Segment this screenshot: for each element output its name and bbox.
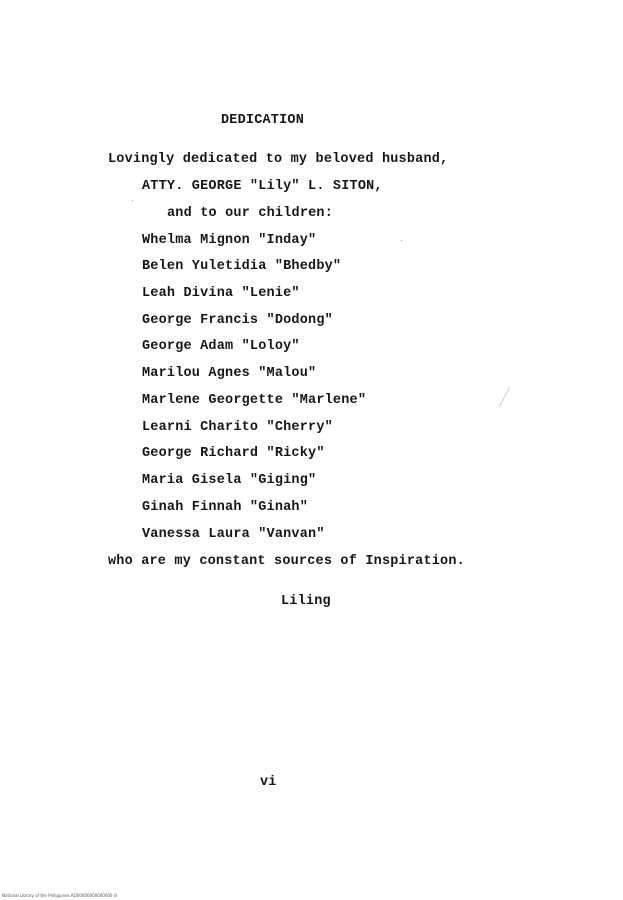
child-name: Belen Yuletidia "Bhedby" — [142, 259, 342, 274]
child-name: Maria Gisela "Giging" — [142, 473, 317, 488]
child-name: Ginah Finnah "Ginah" — [142, 500, 309, 515]
child-name: Vanessa Laura "Vanvan" — [142, 527, 325, 542]
child-name: George Adam "Loloy" — [142, 339, 300, 354]
scan-speck — [132, 200, 133, 201]
child-name: Whelma Mignon "Inday" — [142, 233, 317, 248]
footer-note: National Library of the Philippines RD00000000000000 lil — [2, 893, 118, 898]
children-intro: and to our children: — [167, 206, 334, 221]
child-name: Marilou Agnes "Malou" — [142, 366, 317, 381]
child-name: George Francis "Dodong" — [142, 313, 333, 328]
dedication-closing: who are my constant sources of Inspiration. — [108, 554, 465, 569]
husband-name: ATTY. GEORGE "Lily" L. SITON, — [142, 179, 383, 194]
scan-speck — [401, 240, 402, 241]
page-number: vi — [260, 775, 277, 790]
child-name: George Richard "Ricky" — [142, 446, 325, 461]
child-name: Leah Divina "Lenie" — [142, 286, 300, 301]
child-name: Learni Charito "Cherry" — [142, 420, 333, 435]
signature: Liling — [281, 594, 331, 609]
dedication-intro: Lovingly dedicated to my beloved husband, — [108, 152, 449, 167]
scan-mark — [499, 387, 510, 407]
page-title: DEDICATION — [221, 113, 305, 128]
child-name: Marlene Georgette "Marlene" — [142, 393, 367, 408]
